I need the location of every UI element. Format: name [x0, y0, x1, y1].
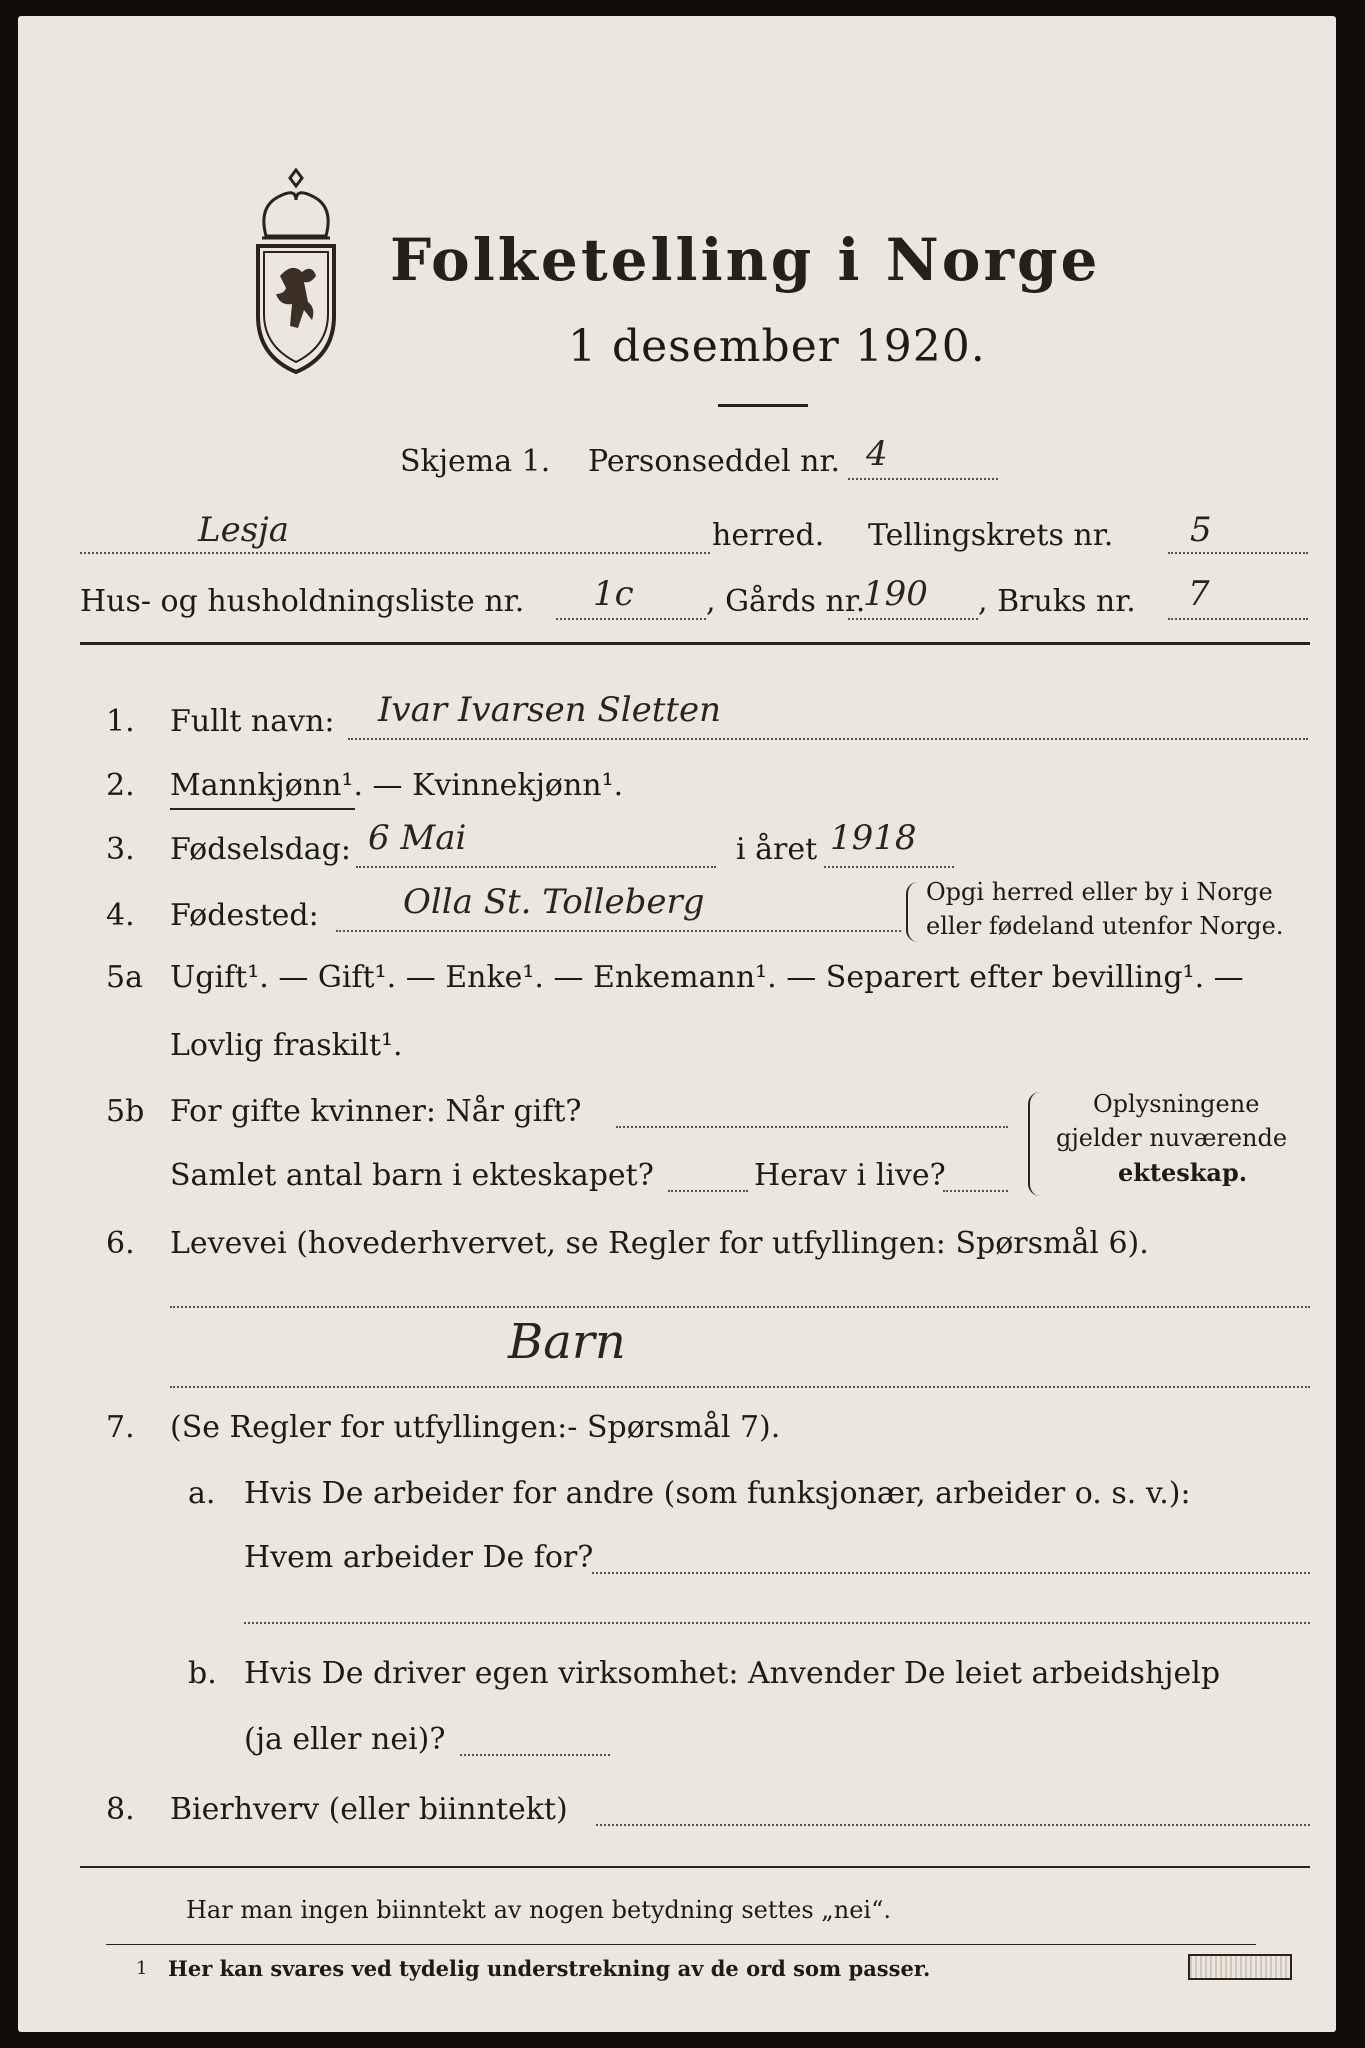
q6-number: 6.: [106, 1226, 135, 1261]
q4-brace: [906, 882, 922, 942]
q3-year-value: 1918: [830, 818, 917, 858]
q4-note-line2: eller fødeland utenfor Norge.: [926, 912, 1284, 940]
q3-number: 3.: [106, 832, 135, 867]
q7b-line1: Hvis De driver egen virksomhet: Anvender De leiet arbeidshjelp: [244, 1656, 1221, 1691]
q8-label: Bierhverv (eller biinntekt): [170, 1792, 568, 1827]
gards-value: 190: [863, 574, 928, 614]
q3-label: Fødselsdag:: [170, 832, 351, 867]
footnote-number: 1: [136, 1958, 148, 1979]
q5b-ilive-line: [943, 1190, 1008, 1192]
q7a-line-extra: [244, 1622, 1310, 1624]
q5b-line2b: Herav i live?: [754, 1158, 946, 1193]
q6-label: Levevei (hovederhvervet, se Regler for utfyllingen: Spørsmål 6).: [170, 1226, 1149, 1261]
q7b-line: [460, 1754, 610, 1756]
q4-note-line1: Opgi herred eller by i Norge: [926, 878, 1273, 906]
q5a-line1: Ugift¹. — Gift¹. — Enke¹. — Enkemann¹. — Separert efter bevilling¹. —: [170, 960, 1244, 995]
form-date: 1 desember 1920.: [568, 321, 986, 372]
q1-value: Ivar Ivarsen Sletten: [378, 690, 722, 730]
q6-value: Barn: [508, 1314, 626, 1370]
q5a-number: 5a: [106, 960, 143, 995]
q7-number: 7.: [106, 1410, 135, 1445]
q5b-barn-line: [668, 1190, 748, 1192]
q3-value: 6 Mai: [368, 818, 467, 858]
q1-line: [348, 738, 1308, 740]
q5b-note-line2: gjelder nuværende: [1056, 1124, 1288, 1152]
q5b-note-line3: ekteskap.: [1118, 1158, 1248, 1187]
tellingskrets-line: [1168, 552, 1308, 554]
bruks-value: 7: [1188, 574, 1210, 614]
q7b-number: b.: [188, 1656, 217, 1691]
header-divider: [80, 642, 1310, 645]
q8-line: [596, 1824, 1310, 1826]
hus-line: [556, 618, 706, 620]
q7a-number: a.: [188, 1476, 216, 1511]
q5b-brace: [1028, 1092, 1044, 1196]
personseddel-value: 4: [866, 434, 888, 474]
gards-line: [848, 618, 978, 620]
q5b-line2a: Samlet antal barn i ekteskapet?: [170, 1158, 654, 1193]
herred-value: Lesja: [198, 510, 289, 550]
q5b-naar-gift-line: [616, 1126, 1008, 1128]
q3-year-label: i året: [736, 832, 818, 867]
q7b-line2: (ja eller nei)?: [244, 1722, 446, 1757]
skjema-label: Skjema 1.: [400, 444, 551, 479]
q1-number: 1.: [106, 704, 135, 739]
q5b-note-line1: Oplysningene: [1093, 1090, 1260, 1118]
personseddel-label: Personseddel nr.: [588, 444, 841, 479]
herred-label: herred.: [712, 518, 825, 553]
q5b-line1: For gifte kvinner: Når gift?: [170, 1094, 582, 1129]
q4-value: Olla St. Tolleberg: [403, 882, 705, 922]
personseddel-line: [848, 478, 998, 480]
q5b-number: 5b: [106, 1094, 145, 1129]
footnote-text: Her kan svares ved tydelig understrekning av de ord som passer.: [168, 1956, 931, 1981]
herred-line: [80, 552, 710, 554]
footer-divider: [80, 1866, 1310, 1868]
q6-line2: [170, 1386, 1310, 1388]
q4-line: [336, 930, 901, 932]
q7-label: (Se Regler for utfyllingen:- Spørsmål 7).: [170, 1410, 781, 1445]
hus-label: Hus- og husholdningsliste nr.: [80, 584, 525, 619]
footnote-divider: [106, 1944, 1256, 1945]
q4-number: 4.: [106, 898, 135, 933]
title-divider: [718, 404, 808, 407]
q7a-line1: Hvis De arbeider for andre (som funksjonær, arbeider o. s. v.):: [244, 1476, 1191, 1511]
gards-label: , Gårds nr.: [706, 584, 866, 619]
tellingskrets-value: 5: [1190, 510, 1212, 550]
coat-of-arms-icon: [236, 166, 356, 376]
bruks-line: [1168, 618, 1308, 620]
hus-value: 1c: [593, 574, 634, 614]
q6-line1: [170, 1306, 1310, 1308]
bruks-label: , Bruks nr.: [978, 584, 1136, 619]
q2-mannkjonn-underline: [170, 808, 355, 810]
q7a-line2: Hvem arbeider De for?: [244, 1540, 594, 1575]
q3-year-line: [824, 866, 954, 868]
footer-note: Har man ingen biinntekt av nogen betydning settes „nei“.: [186, 1896, 891, 1924]
q3-line: [356, 866, 716, 868]
form-title: Folketelling i Norge: [390, 226, 1101, 294]
q5a-line2: Lovlig fraskilt¹.: [170, 1028, 403, 1063]
q8-number: 8.: [106, 1792, 135, 1827]
printer-stamp-icon: [1188, 1954, 1292, 1980]
q7a-line: [592, 1572, 1310, 1574]
census-form-sheet: [18, 16, 1336, 2032]
q4-label: Fødested:: [170, 898, 319, 933]
tellingskrets-label: Tellingskrets nr.: [868, 518, 1114, 553]
q2-label: Mannkjønn¹. — Kvinnekjønn¹.: [170, 768, 624, 803]
q2-number: 2.: [106, 768, 135, 803]
q1-label: Fullt navn:: [170, 704, 335, 739]
